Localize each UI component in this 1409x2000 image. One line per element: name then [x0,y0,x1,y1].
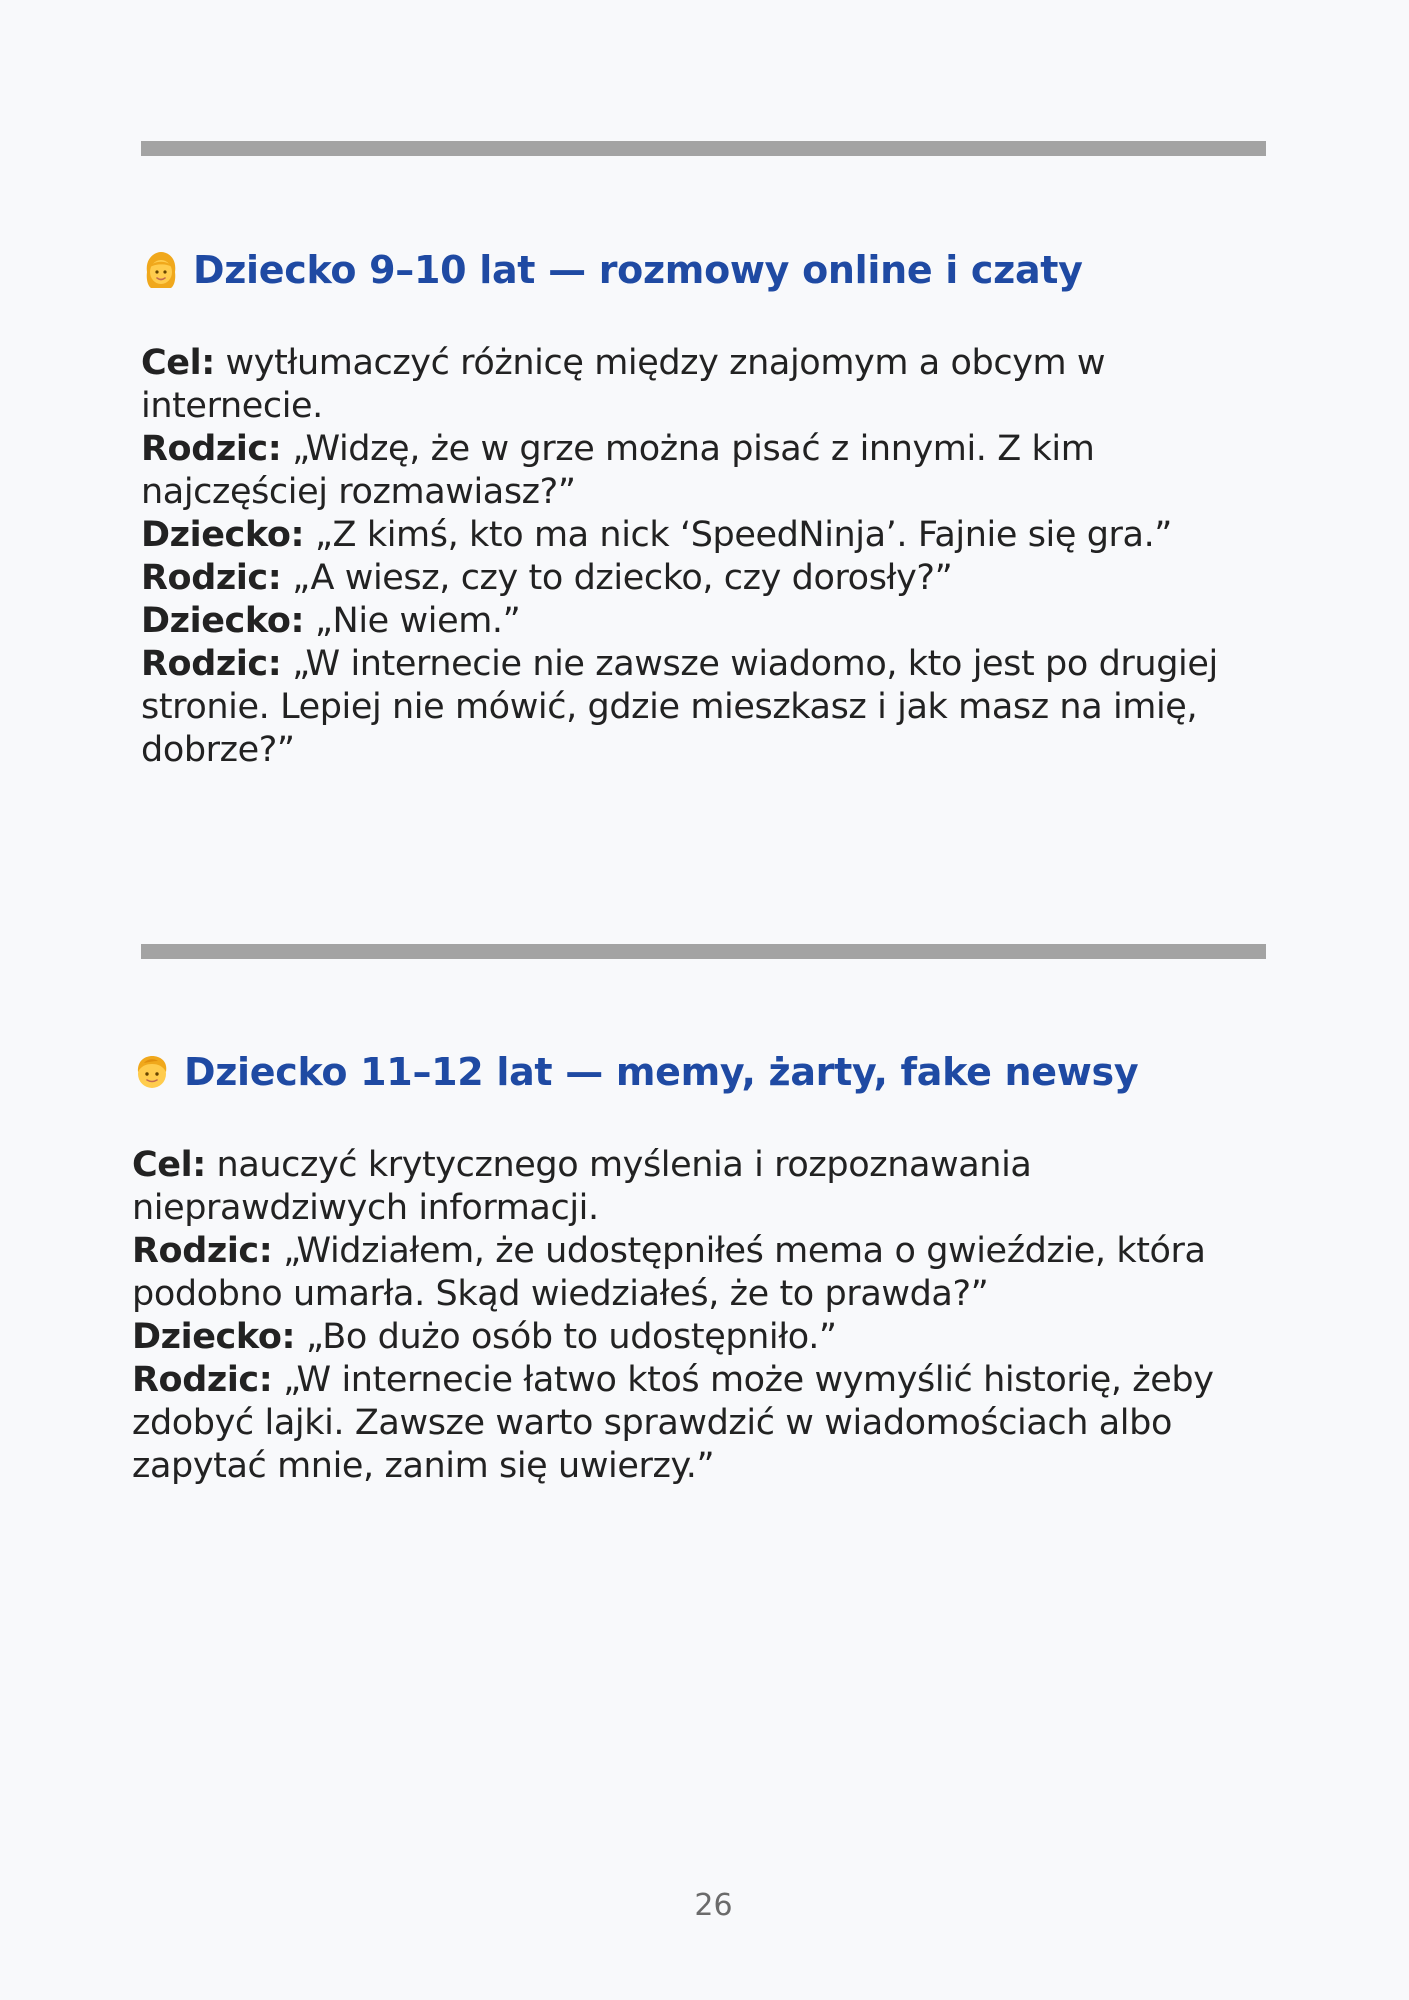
dialogue-line [132,1359,1272,1488]
speaker-label: Rodzic: [132,1360,273,1400]
section-heading [132,1050,1138,1094]
dialogue-line [141,342,1281,428]
speaker-label: Rodzic: [141,644,282,684]
speaker-label: Dziecko: [141,601,305,641]
dialogue-line [141,557,1281,600]
section-title: Dziecko 11–12 lat — memy, żarty, fake newsy [184,1050,1139,1094]
speaker-label: Rodzic: [141,429,282,469]
line-text: „Z kimś, kto ma nick ‘SpeedNinja’. Fajnie się gra.” [304,515,1173,555]
section-divider [141,944,1266,959]
speaker-label: Cel: [141,343,215,383]
dialogue-line [132,1230,1272,1316]
line-text: „A wiesz, czy to dziecko, czy dorosły?” [281,558,953,598]
section-heading [141,248,1083,292]
dialogue-line [141,514,1281,557]
line-text: „Widziałem, że udostępniłeś mema o gwieździe, która podobno umarła. Skąd wiedziałeś, że to prawda?” [132,1231,1206,1314]
section-title: Dziecko 9–10 lat — rozmowy online i czaty [193,248,1083,292]
dialogue-line [141,643,1281,772]
page-number: 26 [694,1888,733,1923]
girl-face-icon [141,250,181,290]
dialogue [132,1144,1272,1488]
line-text: „W internecie łatwo ktoś może wymyślić historię, żeby zdobyć lajki. Zawsze warto sprawdzić w wiadomościach albo zapytać mnie, zanim się uwierzy.” [132,1360,1214,1486]
line-text: „W internecie nie zawsze wiadomo, kto jest po drugiej stronie. Lepiej nie mówić, gdzie mieszkasz i jak masz na imię, dobrze?” [141,644,1218,770]
dialogue-line [132,1144,1272,1230]
speaker-label: Rodzic: [132,1231,273,1271]
dialogue [141,342,1281,772]
speaker-label: Dziecko: [141,515,305,555]
speaker-label: Rodzic: [141,558,282,598]
line-text: „Widzę, że w grze można pisać z innymi. Z kim najczęściej rozmawiasz?” [141,429,1095,512]
line-text: nauczyć krytycznego myślenia i rozpoznawania nieprawdziwych informacji. [132,1145,1032,1228]
speaker-label: Dziecko: [132,1317,296,1357]
line-text: „Bo dużo osób to udostępniło.” [295,1317,837,1357]
dialogue-line [132,1316,1272,1359]
line-text: wytłumaczyć różnicę między znajomym a obcym w internecie. [141,343,1106,426]
section-divider [141,141,1266,156]
dialogue-line [141,428,1281,514]
dialogue-line [141,600,1281,643]
line-text: „Nie wiem.” [304,601,521,641]
speaker-label: Cel: [132,1145,206,1185]
boy-face-icon [132,1052,172,1092]
